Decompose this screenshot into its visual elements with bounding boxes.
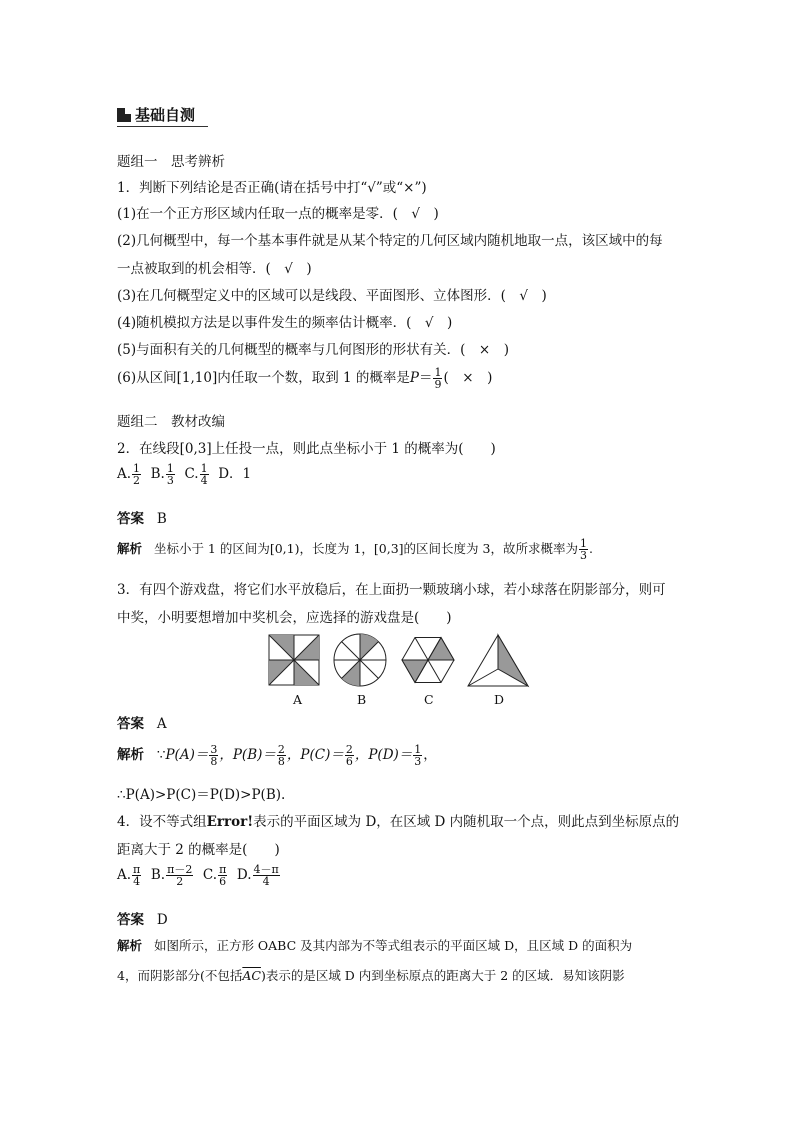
q4-stem-line2: 距离大于 2 的概率是( )	[117, 842, 280, 858]
group2-title: 题组二 教材改编	[117, 414, 225, 430]
q1-stem: 1．判断下列结论是否正确(请在括号中打“√”或“×”)	[117, 180, 427, 196]
q1-item-6: (6)从区间[1,10]内任取一个数，取到 1 的概率是P＝ $\frac{1}{9}$ ( × )	[117, 366, 493, 391]
board-c	[402, 638, 454, 683]
q3-stem-line2: 中奖，小明要想增加中奖机会，应选择的游戏盘是( )	[117, 610, 452, 626]
section-icon	[117, 108, 131, 122]
section-title: 基础自测	[135, 106, 196, 124]
arc-ac: $\overline{AC}$	[242, 968, 261, 983]
q1-item: 一点被取到的机会相等．( √ )	[117, 261, 312, 277]
board-d	[468, 635, 528, 686]
q3-stem-line1: 3．有四个游戏盘，将它们水平放稳后，在上面扔一颗玻璃小球，若小球落在阴影部分，则可	[117, 582, 666, 598]
q2-stem: 2．在线段[0,3]上任投一点，则此点坐标小于 1 的概率为( )	[117, 441, 496, 457]
fig-label-d: D	[494, 692, 505, 707]
section-header	[117, 104, 195, 125]
q4-answer: 答案 D	[117, 912, 168, 928]
q3-answer: 答案 A	[117, 716, 167, 732]
fig-label-a: A	[293, 692, 303, 707]
q1-item: (3)在几何概型定义中的区域可以是线段、平面图形、立体图形．( √ )	[117, 288, 547, 304]
q4-analysis-line2: 4，而阴影部分(不包括$\overline{AC}$)表示的是区域 D 内到坐标原点的距离大于 2 的区域．易知该阴影	[117, 968, 625, 983]
q2-options: A. $\frac{1}{2}$ B. $\frac{1}{3}$ C. $\frac{1}{4}$ D．1	[117, 462, 252, 487]
board-b	[334, 634, 386, 686]
fig-label-c: C	[424, 692, 434, 707]
q1-item: (5)与面积有关的几何概型的概率与几何图形的形状有关．( × )	[117, 342, 509, 358]
q4-stem-line1: 4．设不等式组Error!表示的平面区域为 D，在区域 D 内随机取一个点，则此点到坐标原点的	[117, 814, 680, 830]
fig-label-b: B	[357, 692, 367, 707]
q3-analysis: 解析 ∵P(A)＝ $\frac{3}{8}$ ，P(B)＝ $\frac{2}{8}$ ，P(C)＝ $\frac{2}{6}$ ，P(D)＝ $\frac{1}{3}$ ，	[117, 743, 437, 768]
header-underline	[117, 126, 208, 127]
q1-item: (2)几何概型中，每一个基本事件就是从某个特定的几何区域内随机地取一点，该区域中的每	[117, 233, 663, 249]
board-a	[269, 635, 319, 685]
q1-item: (4)随机模拟方法是以事件发生的频率估计概率．( √ )	[117, 315, 453, 331]
q3-conclusion: ∴P(A)>P(C)＝P(D)>P(B).	[117, 787, 286, 803]
fraction: $\frac{1}{9}$	[434, 366, 442, 391]
q1-item: (1)在一个正方形区域内任取一点的概率是零．( √ )	[117, 206, 439, 222]
q4-options: A. $\frac{\pi}{4}$ B. $\frac{\pi-2}{2}$ C. $\frac{\pi}{6}$ D. $\frac{4-\pi}{4}$	[117, 863, 279, 888]
group1-title: 题组一 思考辨析	[117, 154, 225, 170]
q2-analysis: 解析 坐标小于 1 的区间为[0,1)，长度为 1，[0,3]的区间长度为 3，故所求概率为 $\frac{1}{3}$ .	[117, 537, 593, 562]
q2-answer: 答案 B	[117, 511, 167, 527]
q4-analysis-line1: 解析 如图所示，正方形 OABC 及其内部为不等式组表示的平面区域 D，且区域 D 的面积为	[117, 938, 633, 953]
